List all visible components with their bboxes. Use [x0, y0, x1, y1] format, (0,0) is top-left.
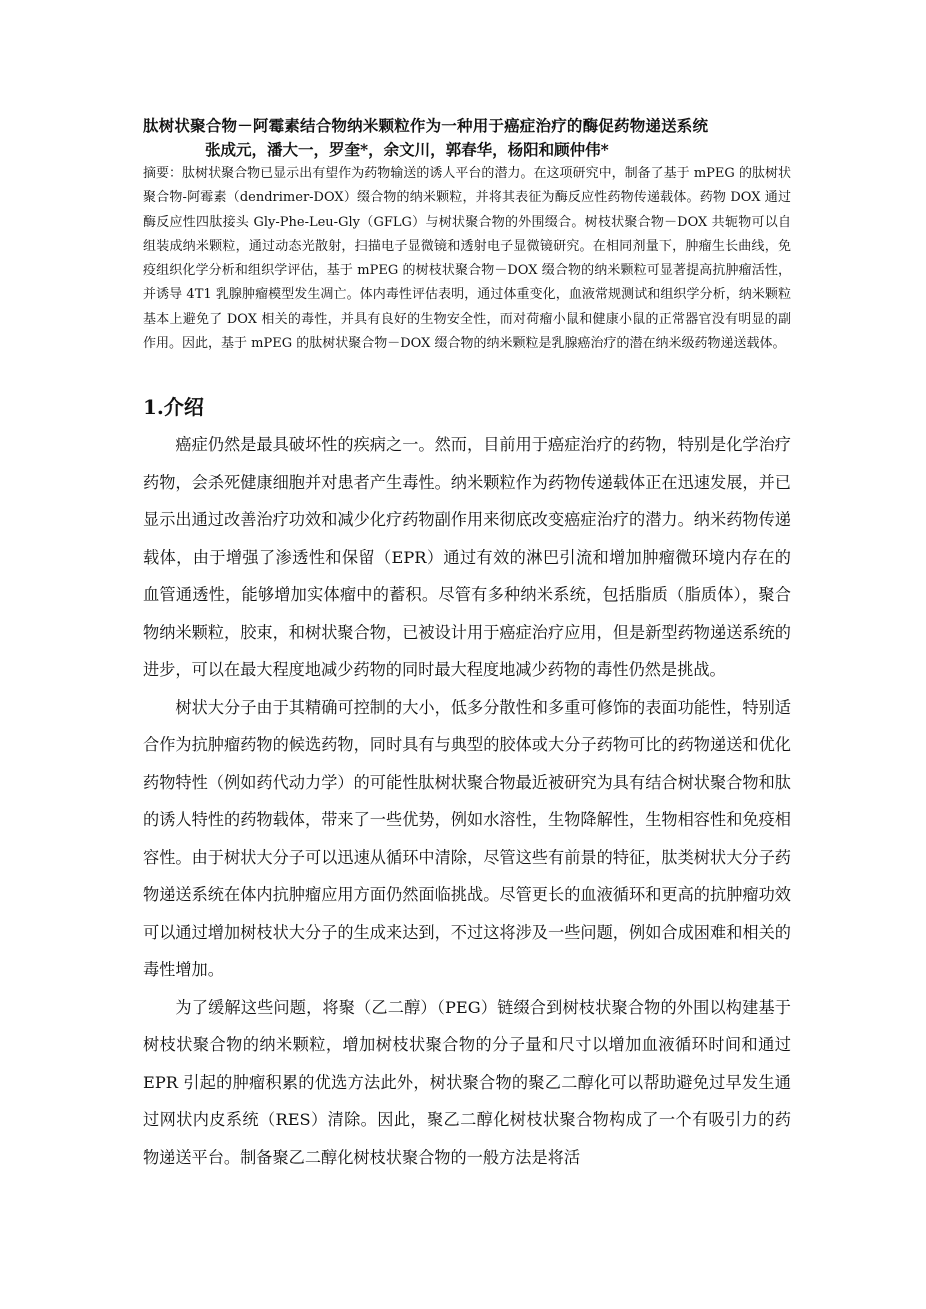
section-heading: 1.介绍: [143, 395, 204, 419]
paragraph: 树状大分子由于其精确可控制的大小，低多分散性和多重可修饰的表面功能性，特别适合作为抗肿瘤药物的候选药物，同时具有与典型的胶体或大分子药物可比的药物递送和优化药物特性（例如药代动力学）的可能性肽树状聚合物最近被研究为具有结合树状聚合物和肽的诱人特性的药物载体，带来了一些优势，例如水溶性，生物降解性，生物相容性和免疫相容性。由于树状大分子可以迅速从循环中清除，尽管这些有前景的特征，肽类树状大分子药物递送系统在体内抗肿瘤应用方面仍然面临挑战。尽管更长的血液循环和更高的抗肿瘤功效可以通过增加树枝状大分子的生成来达到，不过这将涉及一些问题，例如合成困难和相关的毒性增加。: [143, 697, 791, 979]
abstract: 摘要：肽树状聚合物已显示出有望作为药物输送的诱人平台的潜力。在这项研究中，制备了基于 mPEG 的肽树状聚合物-阿霉素（dendrimer-DOX）缀合物的纳米颗粒，并将其表征为酶反应性药物传递载体。药物 DOX 通过酶反应性四肽接头 Gly-Phe-Leu-Gly（GFLG）与树状聚合物的外围缀合。树枝状聚合物－DOX 共轭物可以自组装成纳米颗粒，通过动态光散射，扫描电子显微镜和透射电子显微镜研究。在相同剂量下，肿瘤生长曲线，免疫组织化学分析和组织学评估，基于 mPEG 的树枝状聚合物－DOX 缀合物的纳米颗粒可显著提高抗肿瘤活性，并诱导 4T1 乳腺肿瘤模型发生凋亡。体内毒性评估表明，通过体重变化，血液常规测试和组织学分析，纳米颗粒基本上避免了 DOX 相关的毒性，并具有良好的生物安全性，而对荷瘤小鼠和健康小鼠的正常器官没有明显的副作用。因此，基于 mPEG 的肽树状聚合物－DOX 缀合物的纳米颗粒是乳腺癌治疗的潜在纳米级药物递送载体。: [143, 166, 791, 352]
paragraph: 癌症仍然是最具破坏性的疾病之一。然而，目前用于癌症治疗的药物，特别是化学治疗药物，会杀死健康细胞并对患者产生毒性。纳米颗粒作为药物传递载体正在迅速发展，并已显示出通过改善治疗功效和减少化疗药物副作用来彻底改变癌症治疗的潜力。纳米药物传递载体，由于增强了渗透性和保留（EPR）通过有效的淋巴引流和增加肿瘤微环境内存在的血管通透性，能够增加实体瘤中的蓄积。尽管有多种纳米系统，包括脂质（脂质体），聚合物纳米颗粒，胶束，和树状聚合物，已被设计用于癌症治疗应用，但是新型药物递送系统的进步，可以在最大程度地减少药物的同时最大程度地减少药物的毒性仍然是挑战。: [143, 435, 791, 679]
paper-title: 肽树状聚合物－阿霉素结合物纳米颗粒作为一种用于癌症治疗的酶促药物递送系统: [143, 116, 709, 135]
body-text: [143, 426, 791, 1176]
paragraph: 为了缓解这些问题，将聚（乙二醇）（PEG）链缀合到树枝状聚合物的外围以构建基于树枝状聚合物的纳米颗粒，增加树枝状聚合物的分子量和尺寸以增加血液循环时间和通过 EPR 引起的肿瘤积累的优选方法此外，树状聚合物的聚乙二醇化可以帮助避免过早发生通过网状内皮系统（RES）清除。因此，聚乙二醇化树枝状聚合物构成了一个有吸引力的药物递送平台。制备聚乙二醇化树枝状聚合物的一般方法是将活: [143, 997, 791, 1167]
author-list: 张成元，潘大一，罗奎*，余文川，郭春华，杨阳和顾仲伟*: [205, 140, 609, 159]
